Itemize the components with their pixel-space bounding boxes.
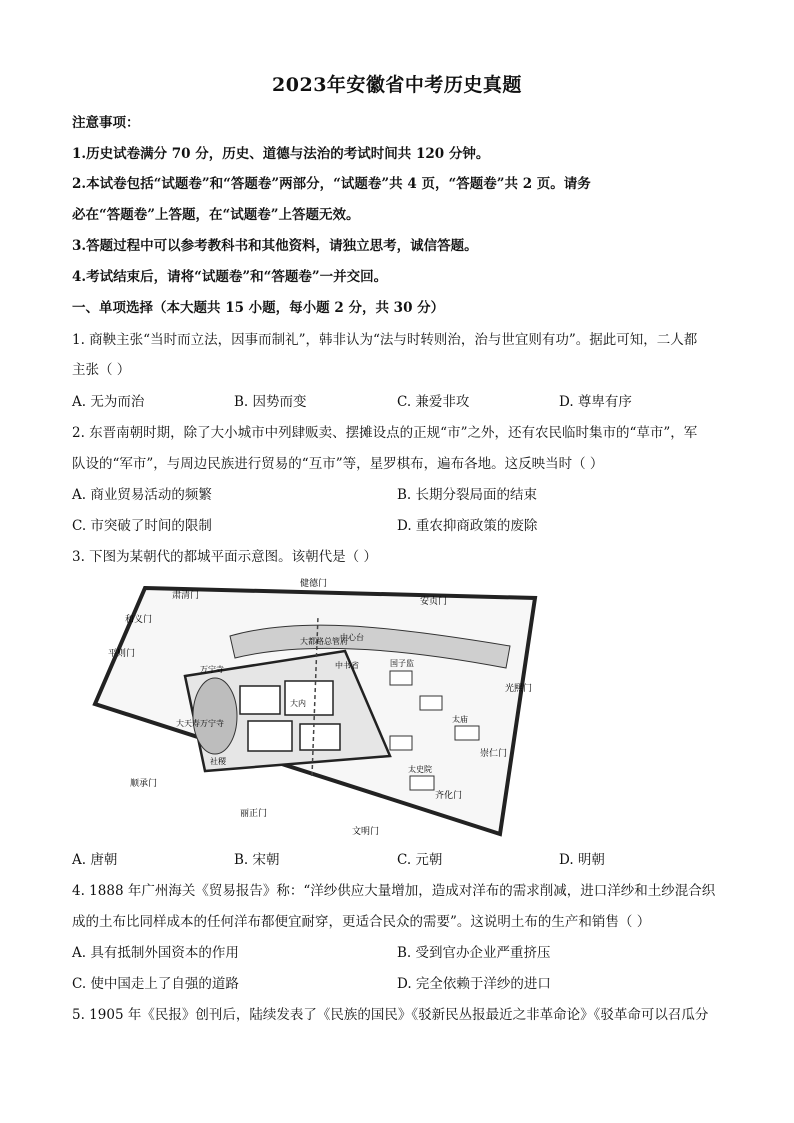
q4-options-row-1 <box>72 941 732 961</box>
map-figure <box>90 576 540 846</box>
block-a <box>390 671 412 685</box>
gate-label: 肃清门 <box>172 591 200 601</box>
building-label: 大天寿万宁寺 <box>176 719 224 728</box>
q2-option-b[interactable]: B. 长期分裂局面的结束 <box>397 487 538 503</box>
lake <box>193 678 237 754</box>
q1-option-c[interactable]: C. 兼爱非攻 <box>397 394 470 410</box>
notice-line-1: 1.历史试卷满分 70 分，历史、道德与法治的考试时间共 120 分钟。 <box>72 146 490 162</box>
q4-stem-2: 成的土布比同样成本的任何洋布都便宜耐穿，更适合民众的需要”。这说明土布的生产和销售（ ） <box>72 914 651 930</box>
q1-option-a[interactable]: A. 无为而治 <box>72 394 145 410</box>
block-d <box>410 776 434 790</box>
gate-label: 文明门 <box>352 827 380 837</box>
q5-stem-1: 5. 1905 年《民报》创刊后，陆续发表了《民族的国民》《驳新民丛报最近之非革命论》《驳革命可以召瓜分 <box>72 1007 709 1023</box>
q4-option-a[interactable]: A. 具有抵制外国资本的作用 <box>72 945 239 961</box>
q2-stem-2: 队设的“军市”，与周边民族进行贸易的“互市”等，星罗棋布，遍布各地。这反映当时（ ） <box>72 456 604 472</box>
gate-label: 光熙门 <box>505 684 533 694</box>
notice-heading: 注意事项： <box>72 115 140 131</box>
section-heading: 一、单项选择（本大题共 15 小题，每小题 2 分，共 30 分） <box>72 300 445 316</box>
palace-block-1 <box>240 686 280 714</box>
q1-stem-2: 主张（ ） <box>72 362 131 378</box>
q1-option-b[interactable]: B. 因势而变 <box>234 394 307 410</box>
q2-options-row-1 <box>72 483 732 503</box>
q2-option-c[interactable]: C. 市突破了时间的限制 <box>72 518 212 534</box>
q1-option-d[interactable]: D. 尊卑有序 <box>559 394 632 410</box>
q3-option-c[interactable]: C. 元朝 <box>397 852 443 868</box>
building-label: 社稷 <box>210 757 226 766</box>
q1-stem-1: 1. 商鞅主张“当时而立法，因事而制礼”，韩非认为“法与时转则治，治与世宜则有功”。据此可知，二人都 <box>72 332 698 348</box>
notice-line-3: 必在“答题卷”上答题，在“试题卷”上答题无效。 <box>72 207 360 223</box>
gate-label: 丽正门 <box>240 809 268 819</box>
q4-option-d[interactable]: D. 完全依赖于洋纱的进口 <box>397 976 551 992</box>
q3-stem: 3. 下图为某朝代的都城平面示意图。该朝代是（ ） <box>72 549 377 565</box>
gate-label: 平则门 <box>108 649 136 659</box>
building-label: 中书省 <box>335 661 359 670</box>
notice-line-4: 3.答题过程中可以参考教科书和其他资料，请独立思考，诚信答题。 <box>72 238 478 254</box>
building-label: 太史院 <box>408 765 432 774</box>
building-label: 大内 <box>290 699 306 708</box>
building-label: 国子监 <box>390 659 414 668</box>
palace-block-2 <box>285 681 333 715</box>
q3-options <box>72 848 732 868</box>
building-label: 中心台 <box>340 633 364 642</box>
q1-options <box>72 390 732 410</box>
gate-label: 健德门 <box>300 579 328 589</box>
palace-block-4 <box>300 724 340 750</box>
gate-label: 齐化门 <box>435 791 463 801</box>
gate-label: 顺承门 <box>130 779 158 789</box>
notice-line-2: 2.本试卷包括“试题卷”和“答题卷”两部分，“试题卷”共 4 页，“答题卷”共 2 页。请务 <box>72 176 591 192</box>
q3-option-a[interactable]: A. 唐朝 <box>72 852 118 868</box>
q3-option-d[interactable]: D. 明朝 <box>559 852 605 868</box>
gate-label: 和义门 <box>125 615 153 625</box>
block-c <box>390 736 412 750</box>
q2-options-row-2 <box>72 514 732 534</box>
q4-option-b[interactable]: B. 受到官办企业严重挤压 <box>397 945 551 961</box>
q4-stem-1: 4. 1888 年广州海关《贸易报告》称：“洋纱供应大量增加，造成对洋布的需求削减，进口洋纱和土纱混合织 <box>72 883 716 899</box>
gate-label: 崇仁门 <box>480 749 508 759</box>
building-label: 万宁寺 <box>200 665 224 674</box>
block-b <box>420 696 442 710</box>
block-e <box>455 726 479 740</box>
building-label: 太庙 <box>452 715 468 724</box>
capital-city-map <box>90 576 540 846</box>
notice-line-5: 4.考试结束后，请将“试题卷”和“答题卷”一并交回。 <box>72 269 388 285</box>
q4-options-row-2 <box>72 972 732 992</box>
q2-stem-1: 2. 东晋南朝时期，除了大小城市中列肆贩卖、摆摊设点的正规“市”之外，还有农民临时集市的“草市”，军 <box>72 425 698 441</box>
q2-option-a[interactable]: A. 商业贸易活动的频繁 <box>72 487 212 503</box>
page-title: 2023年安徽省中考历史真题 <box>272 74 522 96</box>
q4-option-c[interactable]: C. 使中国走上了自强的道路 <box>72 976 239 992</box>
q2-option-d[interactable]: D. 重农抑商政策的废除 <box>397 518 538 534</box>
palace-block-3 <box>248 721 292 751</box>
q3-option-b[interactable]: B. 宋朝 <box>234 852 280 868</box>
building-label: 大都路总管府 <box>300 637 348 646</box>
gate-label: 安贞门 <box>420 597 448 607</box>
